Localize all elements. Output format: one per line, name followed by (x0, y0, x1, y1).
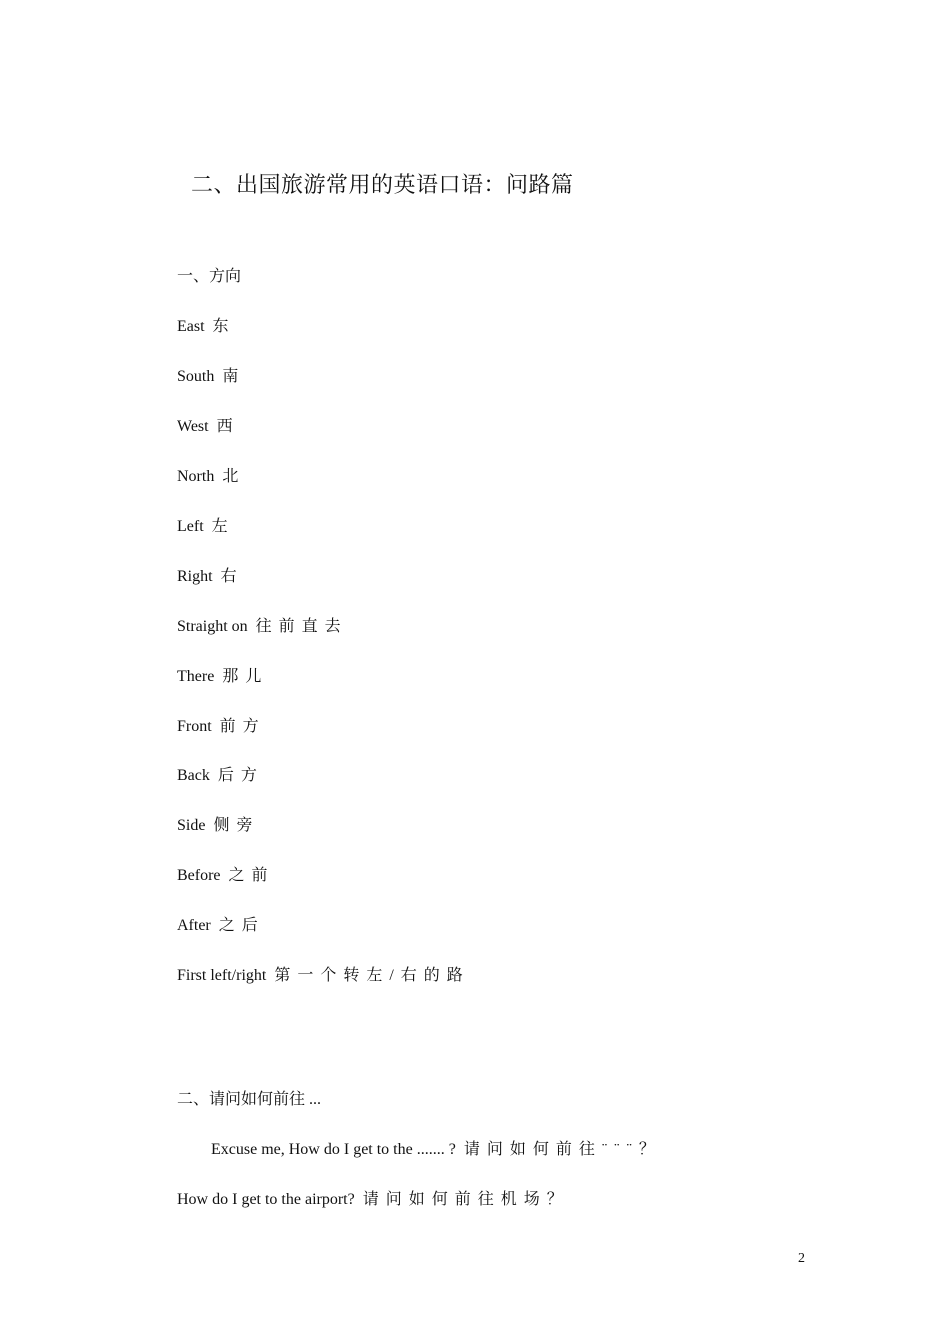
vocab-chinese: 西 (216, 418, 240, 435)
vocab-english: Front (177, 718, 212, 735)
vocab-line (177, 617, 348, 637)
vocab-chinese: 后方 (217, 767, 264, 784)
vocab-chinese: 右 (220, 568, 244, 585)
vocab-chinese: 之前 (228, 867, 275, 884)
vocab-line (177, 567, 244, 587)
section-heading-directions: 一、方向 (177, 268, 242, 285)
vocab-english: Side (177, 817, 206, 834)
phrase-chinese: 请问如何前往机场？ (362, 1191, 570, 1208)
vocab-chinese: 那儿 (222, 668, 269, 685)
vocab-chinese: 往前直去 (255, 618, 348, 635)
vocab-english: There (177, 668, 215, 685)
vocab-line (177, 766, 264, 786)
vocab-line (177, 367, 245, 387)
vocab-line (177, 317, 236, 337)
vocab-english: Straight on (177, 618, 248, 635)
vocab-chinese: 前方 (219, 718, 266, 735)
vocab-english: North (177, 468, 215, 485)
vocab-chinese: 左 (211, 518, 235, 535)
vocab-chinese: 侧旁 (213, 817, 260, 834)
vocab-english: After (177, 917, 211, 934)
vocab-chinese: 南 (222, 368, 246, 385)
vocab-english: First left/right (177, 967, 267, 984)
section-heading-asking-way: 二、请问如何前往 ... (177, 1091, 322, 1108)
vocab-line (177, 717, 266, 737)
phrase-english: How do I get to the airport? (177, 1191, 355, 1208)
phrase-chinese: 请问如何前往¨¨¨？ (463, 1141, 662, 1158)
vocab-english: Left (177, 518, 204, 535)
vocab-english: West (177, 418, 209, 435)
vocab-line (177, 916, 265, 936)
phrase-line (177, 1190, 570, 1210)
page-title: 二、出国旅游常用的英语口语：问路篇 (191, 173, 574, 198)
vocab-english: Right (177, 568, 213, 585)
vocab-english: East (177, 318, 205, 335)
vocab-english: Before (177, 867, 221, 884)
vocab-line (177, 667, 268, 687)
vocab-chinese: 之后 (218, 917, 265, 934)
vocab-chinese: 第一个转左/右的路 (274, 967, 470, 984)
vocab-english: South (177, 368, 215, 385)
vocab-english: Back (177, 767, 210, 784)
vocab-line (177, 517, 235, 537)
phrase-english: Excuse me, How do I get to the ....... ? (211, 1141, 456, 1158)
vocab-line (177, 866, 275, 886)
vocab-chinese: 北 (222, 468, 246, 485)
phrase-line (211, 1140, 662, 1160)
vocab-line (177, 467, 245, 487)
page-number: 2 (798, 1251, 805, 1266)
vocab-line (177, 816, 259, 836)
vocab-line (177, 417, 240, 437)
vocab-chinese: 东 (212, 318, 236, 335)
vocab-line (177, 966, 470, 986)
